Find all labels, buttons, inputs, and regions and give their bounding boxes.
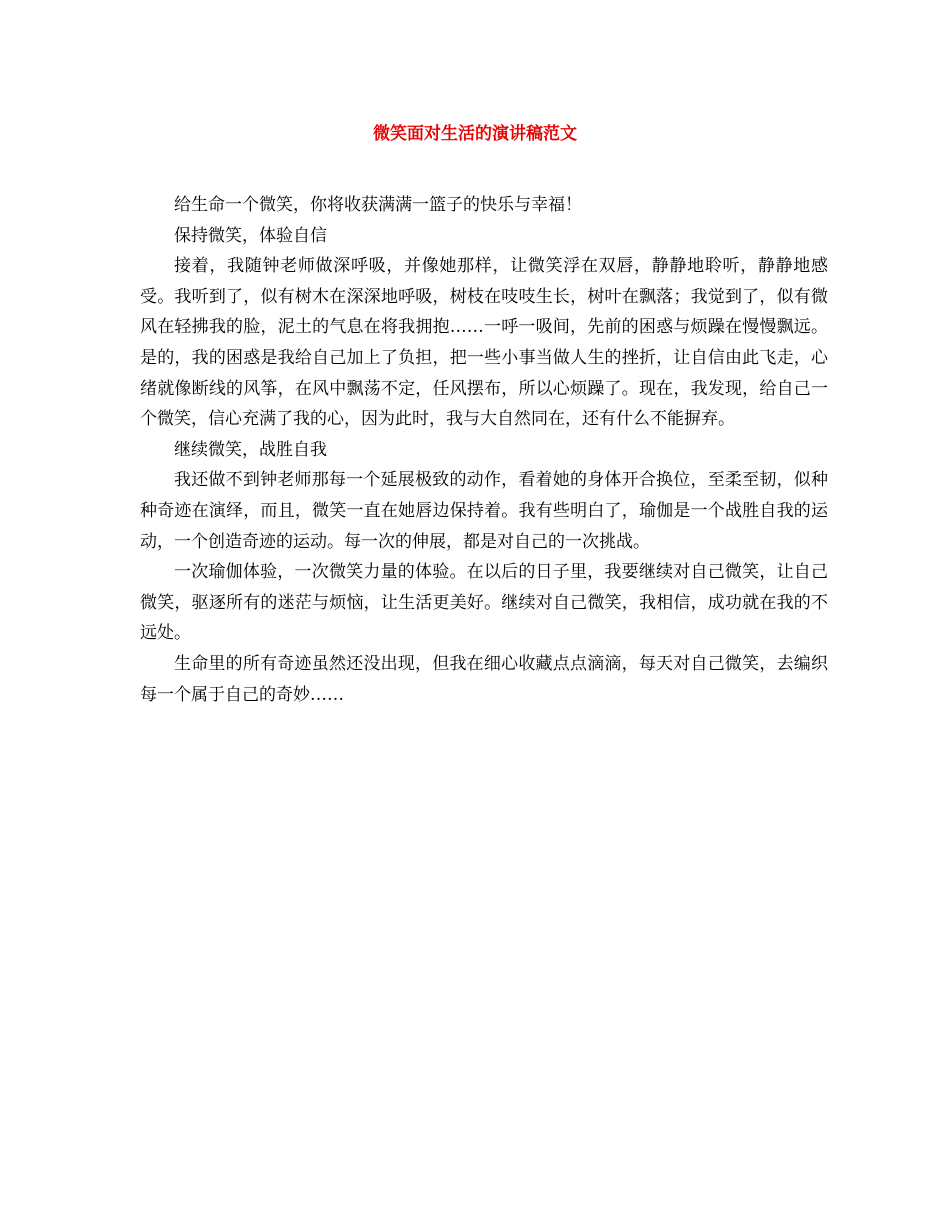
paragraph-intro: 给生命一个微笑，你将收获满满一篮子的快乐与幸福！: [174, 195, 582, 215]
paragraph-closing: 生命里的所有奇迹虽然还没出现，但我在细心收藏点点滴滴，每天对自己微笑，去编织每一个属于自己的奇妙……: [140, 653, 828, 705]
document-body: [140, 190, 828, 710]
paragraph-yoga: 我还做不到钟老师那每一个延展极致的动作，看着她的身体开合换位，至柔至韧，似种种奇迹在演绎，而且，微笑一直在她唇边保持着。我有些明白了，瑜伽是一个战胜自我的运动，一个创造奇迹的运动。每一次的伸展，都是对自己的一次挑战。: [140, 470, 828, 552]
paragraph-experience: 一次瑜伽体验，一次微笑力量的体验。在以后的日子里，我要继续对自己微笑，让自己微笑，驱逐所有的迷茫与烦恼，让生活更美好。继续对自己微笑，我相信，成功就在我的不远处。: [140, 562, 828, 644]
paragraph-breathing: 接着，我随钟老师做深呼吸，并像她那样，让微笑浮在双唇，静静地聆听，静静地感受。我听到了，似有树木在深深地呼吸，树枝在吱吱生长，树叶在飘落；我觉到了，似有微风在轻拂我的脸，泥土的气息在将我拥抱……一呼一吸间，先前的困惑与烦躁在慢慢飘远。是的，我的困惑是我给自己加上了负担，把一些小事当做人生的挫折，让自信由此飞走，心绪就像断线的风筝，在风中飘荡不定，任风摆布，所以心烦躁了。现在，我发现，给自己一个微笑，信心充满了我的心，因为此时，我与大自然同在，还有什么不能摒弃。: [140, 256, 828, 430]
page-title: 微笑面对生活的演讲稿范文: [373, 124, 577, 144]
section-heading-confidence: 保持微笑，体验自信: [174, 225, 327, 246]
section-heading-overcome: 继续微笑，战胜自我: [174, 439, 327, 460]
